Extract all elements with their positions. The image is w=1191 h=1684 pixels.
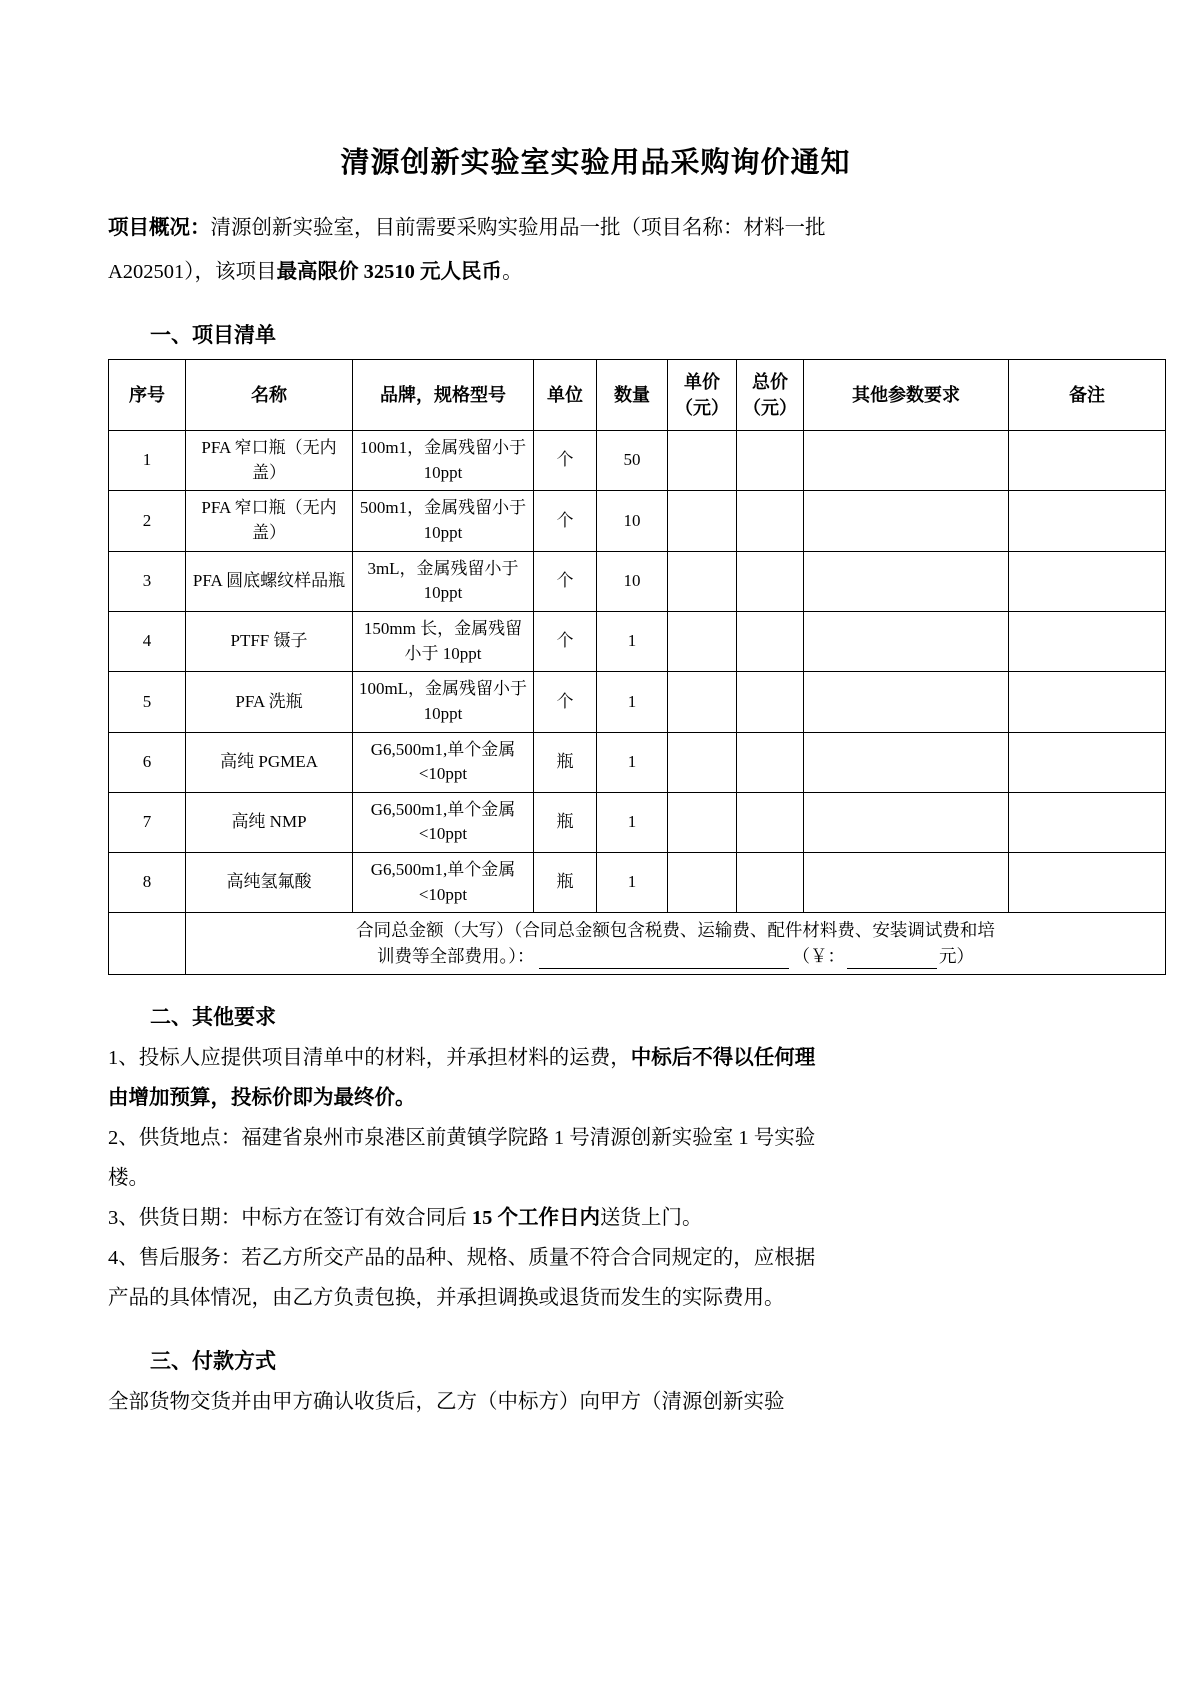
section-heading-2: 二、其他要求	[150, 1005, 276, 1030]
col-header-name: 名称	[186, 359, 353, 430]
cell-spec: 100mL，金属残留小于 10ppt	[353, 672, 534, 732]
requirement-2-text-2: 楼。	[108, 1167, 149, 1190]
requirement-item-4-cont	[108, 1279, 1083, 1319]
overview-text-2: A202501），该项目	[108, 260, 277, 283]
page-title: 清源创新实验室实验用品采购询价通知	[340, 147, 851, 179]
cell-unit: 个	[534, 672, 597, 732]
cell-remark	[1009, 431, 1166, 491]
cell-total	[737, 491, 804, 551]
cell-price	[668, 672, 737, 732]
cell-total	[737, 672, 804, 732]
cell-spec: 3mL，金属残留小于 10ppt	[353, 551, 534, 611]
col-header-qty: 数量	[597, 359, 668, 430]
cell-qty: 1	[597, 672, 668, 732]
cell-other	[804, 551, 1009, 611]
cell-remark	[1009, 491, 1166, 551]
col-header-total-line1: 总价	[752, 371, 788, 392]
cell-no: 5	[109, 672, 186, 732]
cell-price	[668, 491, 737, 551]
overview-label: 项目概况：	[108, 217, 211, 239]
cell-other	[804, 853, 1009, 913]
cell-total	[737, 431, 804, 491]
cell-name: PFA 洗瓶	[186, 672, 353, 732]
items-table-wrapper	[108, 359, 1105, 975]
overview-text-3: 。	[502, 260, 523, 283]
cell-no: 6	[109, 732, 186, 792]
cell-remark	[1009, 551, 1166, 611]
section-heading-3: 三、付款方式	[150, 1348, 276, 1373]
overview-text-1: 清源创新实验室，目前需要采购实验用品一批（项目名称：材料一批	[210, 217, 826, 239]
requirement-1-bold-2: 由增加预算，投标价即为最终价。	[108, 1087, 416, 1110]
cell-unit: 个	[534, 551, 597, 611]
project-overview-paragraph	[108, 209, 1083, 249]
requirement-item-2-cont	[108, 1159, 1083, 1199]
requirement-item-4	[108, 1239, 1083, 1279]
cell-remark	[1009, 732, 1166, 792]
cell-total	[737, 853, 804, 913]
cell-unit: 个	[534, 431, 597, 491]
table-row	[109, 672, 1166, 732]
cell-total-row-empty	[109, 913, 186, 975]
payment-paragraph: 全部货物交货并由甲方确认收货后，乙方（中标方）向甲方（清源创新实验	[108, 1390, 785, 1413]
requirement-item-3	[108, 1199, 1083, 1239]
requirement-item-1-cont	[108, 1079, 1083, 1119]
total-statement-line1: 合同总金额（大写）（合同总金额包含税费、运输费、配件材料费、安装调试费和培	[356, 920, 995, 941]
requirement-item-2	[108, 1119, 1083, 1159]
cell-unit: 个	[534, 611, 597, 671]
cell-remark	[1009, 672, 1166, 732]
col-header-price-line2: （元）	[675, 398, 729, 419]
cell-total	[737, 792, 804, 852]
items-table	[108, 359, 1166, 975]
cell-no: 1	[109, 431, 186, 491]
cell-spec: 500m1，金属残留小于 10ppt	[353, 491, 534, 551]
col-header-other: 其他参数要求	[804, 359, 1009, 430]
cell-name: PFA 圆底螺纹样品瓶	[186, 551, 353, 611]
cell-spec: 100m1，金属残留小于 10ppt	[353, 431, 534, 491]
col-header-price-line1: 单价	[684, 371, 720, 392]
cell-other	[804, 732, 1009, 792]
total-amount-blank-field[interactable]	[539, 967, 789, 969]
requirement-3-text-1: 3、供货日期：中标方在签订有效合同后	[108, 1207, 472, 1229]
cell-price	[668, 792, 737, 852]
cell-other	[804, 431, 1009, 491]
table-row	[109, 732, 1166, 792]
table-header-row	[109, 359, 1166, 430]
cell-qty: 10	[597, 491, 668, 551]
table-total-row	[109, 913, 1166, 975]
cell-total	[737, 611, 804, 671]
cell-price	[668, 611, 737, 671]
cell-no: 2	[109, 491, 186, 551]
cell-total	[737, 732, 804, 792]
total-amount-numeric-blank-field[interactable]	[847, 967, 937, 969]
total-statement-prefix: 训费等全部费用。）：	[377, 945, 535, 966]
cell-qty: 1	[597, 732, 668, 792]
cell-name: PFA 窄口瓶（无内盖）	[186, 491, 353, 551]
col-header-price	[668, 359, 737, 430]
cell-unit: 瓶	[534, 792, 597, 852]
col-header-total	[737, 359, 804, 430]
requirement-3-bold-1: 15 个工作日内	[471, 1207, 600, 1229]
cell-price	[668, 551, 737, 611]
table-row	[109, 853, 1166, 913]
cell-remark	[1009, 792, 1166, 852]
cell-qty: 1	[597, 792, 668, 852]
cell-no: 4	[109, 611, 186, 671]
cell-remark	[1009, 853, 1166, 913]
cell-spec: G6,500m1,单个金属<10ppt	[353, 732, 534, 792]
items-table-head	[109, 359, 1166, 430]
cell-total-amount-statement	[186, 913, 1166, 975]
col-header-remark: 备注	[1009, 359, 1166, 430]
table-row	[109, 611, 1166, 671]
total-statement-suffix: 元）	[939, 945, 974, 966]
col-header-total-line2: （元）	[743, 398, 797, 419]
cell-price	[668, 732, 737, 792]
cell-name: PTFF 镊子	[186, 611, 353, 671]
cell-spec: 150mm 长，金属残留小于 10ppt	[353, 611, 534, 671]
cell-no: 3	[109, 551, 186, 611]
cell-other	[804, 672, 1009, 732]
requirement-1-bold-1: 中标后不得以任何理	[630, 1047, 816, 1070]
table-row	[109, 792, 1166, 852]
cell-qty: 1	[597, 611, 668, 671]
cell-spec: G6,500m1,单个金属<10ppt	[353, 853, 534, 913]
items-table-body	[109, 431, 1166, 975]
cell-unit: 瓶	[534, 732, 597, 792]
cell-price	[668, 853, 737, 913]
total-statement-line2	[190, 944, 1161, 969]
cell-spec: G6,500m1,单个金属<10ppt	[353, 792, 534, 852]
cell-no: 8	[109, 853, 186, 913]
col-header-unit: 单位	[534, 359, 597, 430]
cell-other	[804, 491, 1009, 551]
cell-unit: 瓶	[534, 853, 597, 913]
cell-name: PFA 窄口瓶（无内盖）	[186, 431, 353, 491]
requirement-item-1	[108, 1039, 1083, 1079]
cell-name: 高纯 NMP	[186, 792, 353, 852]
col-header-no: 序号	[109, 359, 186, 430]
col-header-spec: 品牌，规格型号	[353, 359, 534, 430]
cell-qty: 10	[597, 551, 668, 611]
cell-name: 高纯氢氟酸	[186, 853, 353, 913]
table-row	[109, 431, 1166, 491]
cell-other	[804, 611, 1009, 671]
total-statement-mid: （￥：	[792, 945, 845, 966]
cell-name: 高纯 PGMEA	[186, 732, 353, 792]
project-overview-paragraph-line2	[108, 253, 1083, 293]
table-row	[109, 491, 1166, 551]
requirement-2-text-1: 2、供货地点：福建省泉州市泉港区前黄镇学院路 1 号清源创新实验室 1 号实验	[108, 1127, 816, 1150]
requirement-4-text-1: 4、售后服务：若乙方所交产品的品种、规格、质量不符合合同规定的，应根据	[108, 1246, 816, 1269]
cell-total	[737, 551, 804, 611]
requirement-4-text-2: 产品的具体情况，由乙方负责包换，并承担调换或退货而发生的实际费用。	[108, 1286, 785, 1309]
requirement-3-text-2: 送货上门。	[600, 1207, 703, 1229]
overview-highlight: 最高限价 32510 元人民币	[276, 260, 503, 283]
cell-price	[668, 431, 737, 491]
cell-qty: 50	[597, 431, 668, 491]
table-row	[109, 551, 1166, 611]
cell-qty: 1	[597, 853, 668, 913]
cell-unit: 个	[534, 491, 597, 551]
requirement-1-text-1: 1、投标人应提供项目清单中的材料，并承担材料的运费，	[108, 1047, 631, 1070]
cell-no: 7	[109, 792, 186, 852]
cell-remark	[1009, 611, 1166, 671]
cell-other	[804, 792, 1009, 852]
section-heading-1: 一、项目清单	[150, 322, 276, 347]
